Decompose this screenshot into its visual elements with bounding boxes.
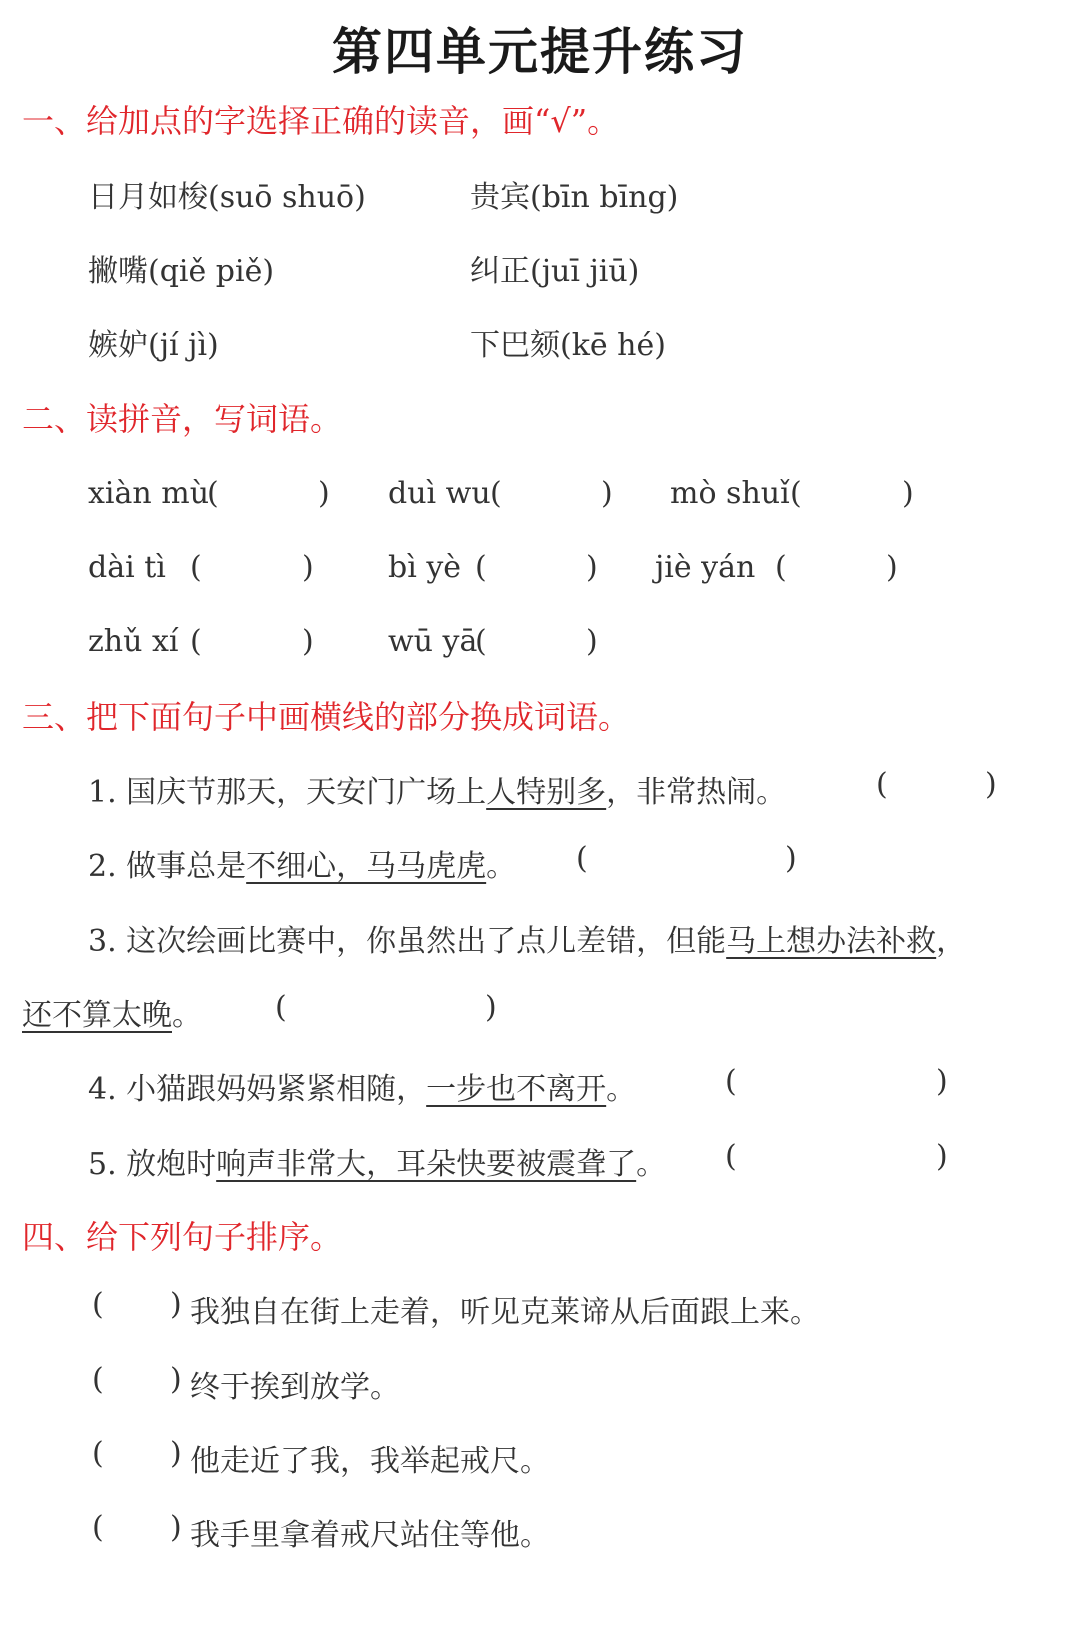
order-blank: ): [170, 1362, 182, 1397]
choice-item: 嫉妒(jí jì): [88, 328, 219, 363]
answer-blank: (: [275, 990, 287, 1025]
order-blank: ): [170, 1510, 182, 1545]
order-sentence: 他走近了我，我举起戒尺。: [190, 1444, 550, 1479]
answer-blank: ): [936, 1139, 948, 1174]
sentence-item: 3. 这次绘画比赛中，你虽然出了点儿差错，但能马上想办法补救，: [88, 924, 967, 959]
sentence-item-continued: 还不算太晚。: [22, 998, 202, 1033]
answer-blank: ): [601, 476, 613, 511]
answer-blank: ): [586, 624, 598, 659]
answer-blank: (: [207, 476, 219, 511]
order-blank: ): [170, 1287, 182, 1322]
answer-blank: ): [886, 550, 898, 585]
answer-blank: (: [475, 624, 487, 659]
choice-item: 贵宾(bīn bīng): [470, 180, 679, 215]
sentence-item: 4. 小猫跟妈妈紧紧相随，一步也不离开。: [88, 1072, 637, 1107]
choice-item: 下巴颏(kē hé): [470, 328, 666, 363]
section-4-heading: 四、给下列句子排序。: [22, 1218, 343, 1256]
answer-blank: (: [490, 476, 502, 511]
answer-blank: ): [785, 841, 797, 876]
answer-blank: (: [790, 476, 802, 511]
answer-blank: ): [586, 550, 598, 585]
pinyin-item: jiè yán: [655, 550, 756, 585]
answer-blank: (: [190, 550, 202, 585]
answer-blank: ): [936, 1064, 948, 1099]
section-3-heading: 三、把下面句子中画横线的部分换成词语。: [22, 698, 631, 736]
sentence-item: 1. 国庆节那天，天安门广场上人特别多，非常热闹。: [88, 775, 787, 810]
order-blank: ): [170, 1436, 182, 1471]
answer-blank: ): [318, 476, 330, 511]
pinyin-item: dài tì: [88, 550, 166, 585]
answer-blank: ): [485, 990, 497, 1025]
sentence-item: 5. 放炮时响声非常大，耳朵快要被震聋了。: [88, 1147, 667, 1182]
answer-blank: (: [475, 550, 487, 585]
answer-blank: ): [302, 550, 314, 585]
answer-blank: (: [576, 841, 588, 876]
sentence-item: 2. 做事总是不细心，马马虎虎。: [88, 849, 517, 884]
pinyin-item: xiàn mù: [88, 476, 210, 511]
section-1-heading: 一、给加点的字选择正确的读音，画“√”。: [22, 102, 620, 140]
answer-blank: (: [725, 1064, 737, 1099]
pinyin-item: mò shuǐ: [670, 476, 790, 511]
answer-blank: ): [985, 767, 997, 802]
choice-item: 纠正(juī jiū): [470, 254, 640, 289]
pinyin-item: duì wu: [388, 476, 491, 511]
pinyin-item: bì yè: [388, 550, 462, 585]
order-blank: (: [92, 1436, 104, 1471]
order-blank: (: [92, 1362, 104, 1397]
section-2-heading: 二、读拼音，写词语。: [22, 400, 343, 438]
choice-item: 撇嘴(qiě piě): [88, 254, 275, 289]
answer-blank: (: [876, 767, 888, 802]
choice-item: 日月如梭(suō shuō): [88, 180, 366, 215]
answer-blank: (: [725, 1139, 737, 1174]
answer-blank: (: [190, 624, 202, 659]
order-blank: (: [92, 1510, 104, 1545]
pinyin-item: wū yā: [388, 624, 478, 659]
answer-blank: (: [775, 550, 787, 585]
pinyin-item: zhǔ xí: [88, 624, 179, 659]
order-sentence: 终于挨到放学。: [190, 1370, 400, 1405]
order-sentence: 我手里拿着戒尺站住等他。: [190, 1518, 550, 1553]
answer-blank: ): [302, 624, 314, 659]
answer-blank: ): [902, 476, 914, 511]
order-blank: (: [92, 1287, 104, 1322]
page-title: 第四单元提升练习: [332, 22, 748, 81]
order-sentence: 我独自在街上走着，听见克莱谛从后面跟上来。: [190, 1295, 820, 1330]
